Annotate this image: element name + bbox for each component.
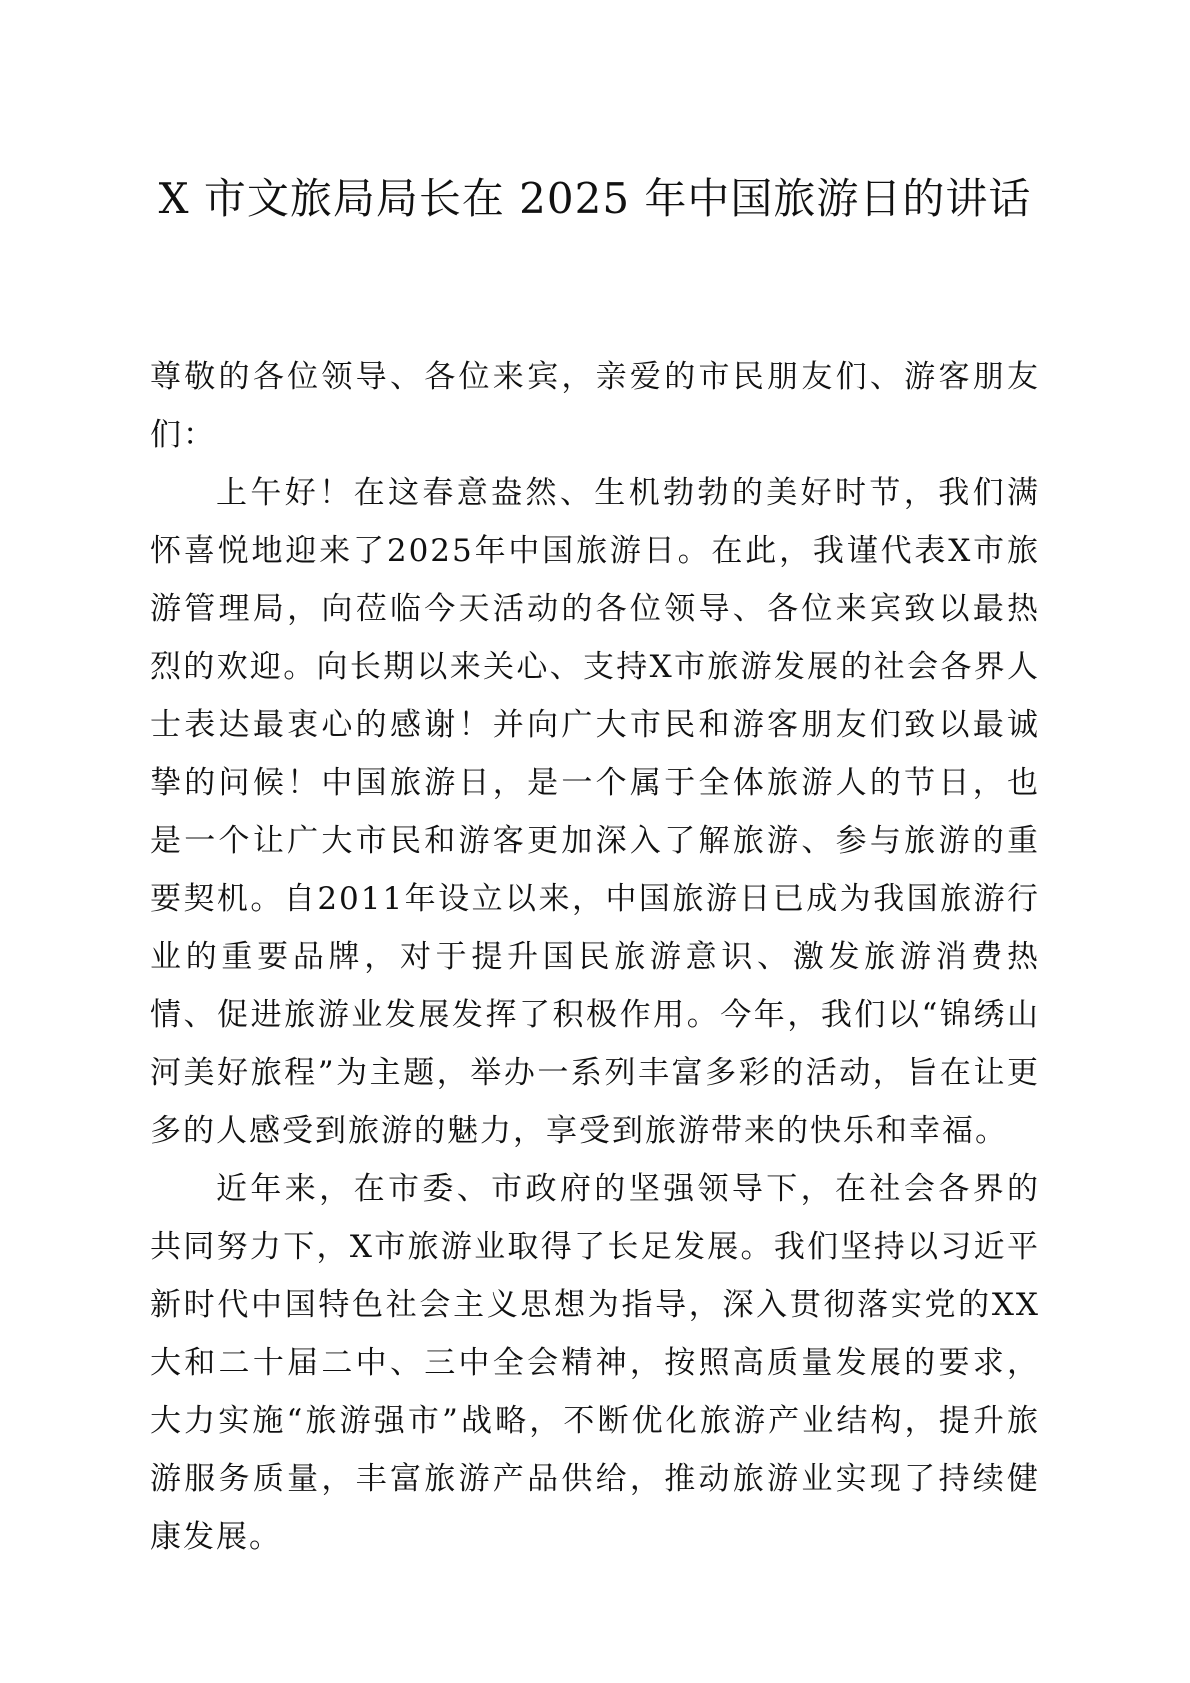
- body-paragraph: 上午好！在这春意盎然、生机勃勃的美好时节，我们满怀喜悦地迎来了2025年中国旅游日。在此，我谨代表X市旅游管理局，向莅临今天活动的各位领导、各位来宾致以最热烈的欢迎。向长期以来关心、支持X市旅游发展的社会各界人士表达最衷心的感谢！并向广大市民和游客朋友们致以最诚挚的问候！中国旅游日，是一个属于全体旅游人的节日，也是一个让广大市民和游客更加深入了解旅游、参与旅游的重要契机。自2011年设立以来，中国旅游日已成为我国旅游行业的重要品牌，对于提升国民旅游意识、激发旅游消费热情、促进旅游业发展发挥了积极作用。今年，我们以“锦绣山河美好旅程”为主题，举办一系列丰富多彩的活动，旨在让更多的人感受到旅游的魅力，享受到旅游带来的快乐和幸福。: [150, 475, 1040, 1149]
- document-body: [150, 348, 1040, 1566]
- document-title: X 市文旅局局长在 2025 年中国旅游日的讲话: [158, 174, 1032, 223]
- salutation-paragraph: 尊敬的各位领导、各位来宾，亲爱的市民朋友们、游客朋友们：: [150, 359, 1040, 453]
- body-paragraph: 近年来，在市委、市政府的坚强领导下，在社会各界的共同努力下，X市旅游业取得了长足发展。我们坚持以习近平新时代中国特色社会主义思想为指导，深入贯彻落实党的XX大和二十届二中、三中全会精神，按照高质量发展的要求，大力实施“旅游强市”战略，不断优化旅游产业结构，提升旅游服务质量，丰富旅游产品供给，推动旅游业实现了持续健康发展。: [150, 1171, 1040, 1555]
